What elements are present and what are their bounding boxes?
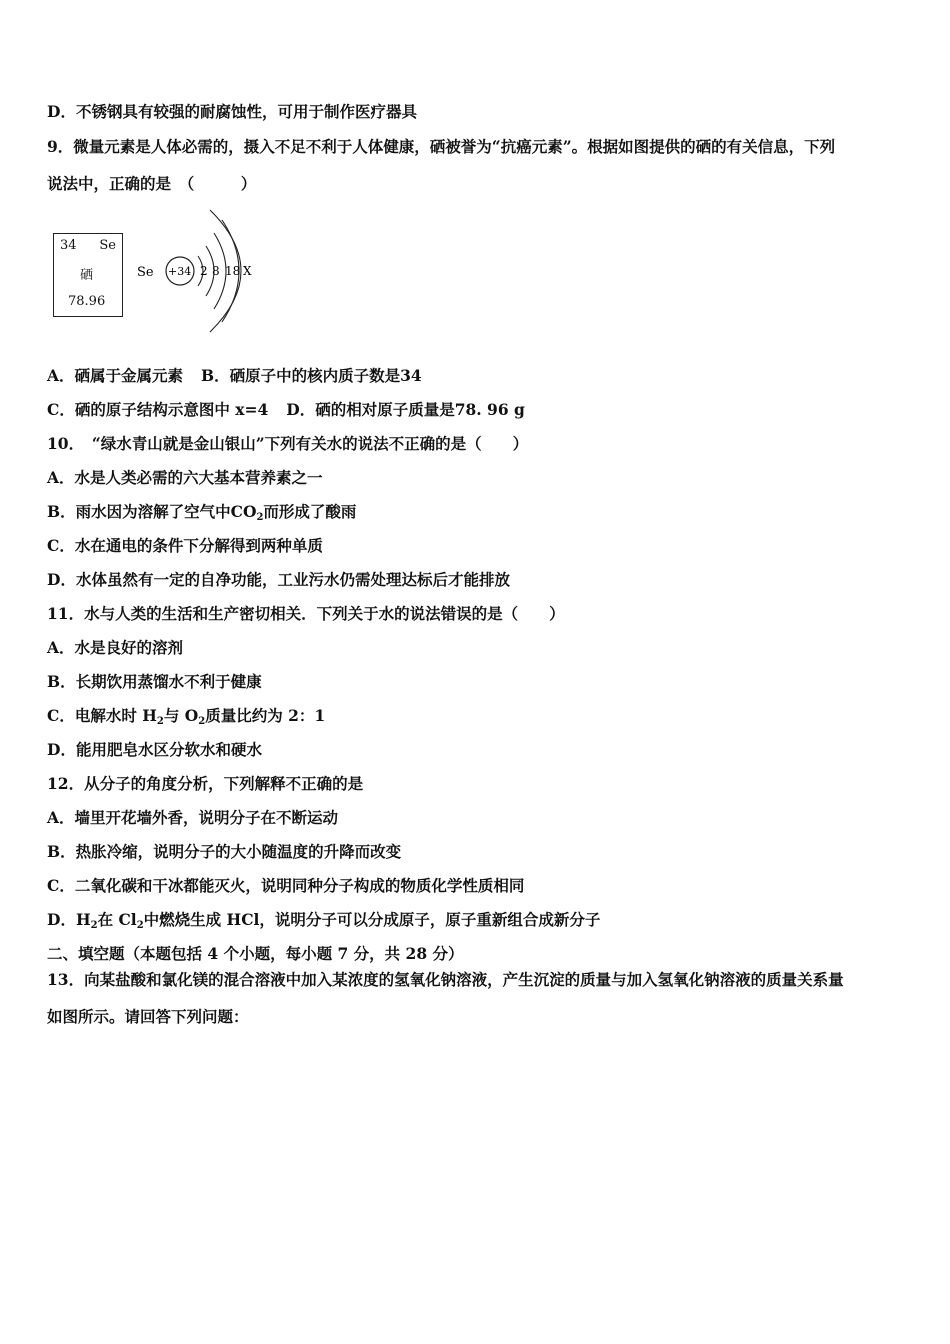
q12-option-b: B．热胀冷缩，说明分子的大小随温度的升降而改变	[47, 842, 402, 861]
q10-option-a: A．水是人类必需的六大基本营养素之一	[47, 468, 323, 487]
q13-stem-line1: 13．向某盐酸和氯化镁的混合溶液中加入某浓度的氢氧化钠溶液，产生沉淀的质量与加入氢氧化钠溶液的质量关系量	[47, 970, 844, 989]
atom-symbol: Se	[137, 265, 154, 280]
q9-options-ab	[47, 366, 422, 386]
q12d-sub1: 2	[90, 920, 98, 931]
q8-option-d: D．不锈钢具有较强的耐腐蚀性，可用于制作医疗器具	[47, 102, 417, 121]
shell-count-3: 18	[225, 264, 241, 278]
atom-structure-diagram	[50, 208, 280, 338]
section-heading-fill-in: 二、填空题（本题包括 4 个小题，每小题 7 分，共 28 分）	[47, 944, 464, 963]
q12d-sub2: 2	[136, 920, 144, 931]
q10-option-b	[47, 502, 910, 528]
atomic-mass: 78.96	[68, 294, 106, 309]
shell-count-2: 8	[212, 264, 220, 278]
shell-count-1: 2	[200, 264, 208, 278]
q10-stem: 10． “绿水青山就是金山银山”下列有关水的说法不正确的是（ ）	[47, 434, 529, 453]
q9-option-c: C．硒的原子结构示意图中 x=4	[47, 400, 269, 419]
q12-stem: 12．从分子的角度分析，下列解释不正确的是	[47, 774, 364, 793]
q10b-sub: 2	[256, 512, 264, 523]
selenium-diagram	[50, 208, 280, 338]
q11-option-a: A．水是良好的溶剂	[47, 638, 184, 657]
atomic-number: 34	[60, 238, 77, 253]
q9-option-d: D．硒的相对原子质量是78. 96 g	[286, 400, 525, 419]
q9-stem-line1: 9．微量元素是人体必需的，摄入不足不利于人体健康，硒被誉为“抗癌元素”。根据如图提供的硒的有关信息，下列	[47, 137, 836, 156]
q9-stem-line2: 说法中，正确的是 （ ）	[47, 174, 257, 193]
q13-stem-line2: 如图所示。请回答下列问题：	[47, 1007, 249, 1026]
nucleus-charge: +34	[168, 265, 192, 278]
element-name: 硒	[80, 268, 94, 283]
q11-option-c	[47, 706, 910, 732]
q11c-text-post: 质量比约为 2：1	[205, 706, 326, 725]
q10b-text-post: 而形成了酸雨	[263, 502, 357, 521]
q12-option-a: A．墙里开花墙外香，说明分子在不断运动	[47, 808, 339, 827]
q12d-text-mid: 在 Cl	[97, 910, 137, 929]
q9-option-b: B．硒原子中的核内质子数是34	[201, 366, 422, 385]
q11-option-d: D．能用肥皂水区分软水和硬水	[47, 740, 262, 759]
q10b-text-pre: B．雨水因为溶解了空气中	[47, 502, 231, 521]
shell-count-4: X	[243, 264, 252, 278]
q11c-text-pre: C．电解水时 H	[47, 706, 157, 725]
q10-option-c: C．水在通电的条件下分解得到两种单质	[47, 536, 323, 555]
q12-option-d	[47, 910, 910, 936]
q10b-chem: CO	[230, 502, 257, 521]
q11-stem: 11．水与人类的生活和生产密切相关．下列关于水的说法错误的是（ ）	[47, 604, 565, 623]
q11-option-b: B．长期饮用蒸馏水不利于健康	[47, 672, 262, 691]
q9-option-a: A．硒属于金属元素	[47, 366, 184, 385]
q9-options-cd	[47, 400, 525, 420]
q11c-text-mid: 与 O	[163, 706, 199, 725]
q11c-sub2: 2	[198, 716, 206, 727]
q12d-text-pre: D．H	[47, 910, 91, 929]
q10-option-d: D．水体虽然有一定的自净功能，工业污水仍需处理达标后才能排放	[47, 570, 510, 589]
q11c-sub1: 2	[156, 716, 164, 727]
q12d-text-post: 中燃烧生成 HCl，说明分子可以分成原子，原子重新组合成新分子	[143, 910, 601, 929]
q12-option-c: C．二氧化碳和干冰都能灭火，说明同种分子构成的物质化学性质相同	[47, 876, 525, 895]
element-symbol: Se	[99, 238, 116, 253]
